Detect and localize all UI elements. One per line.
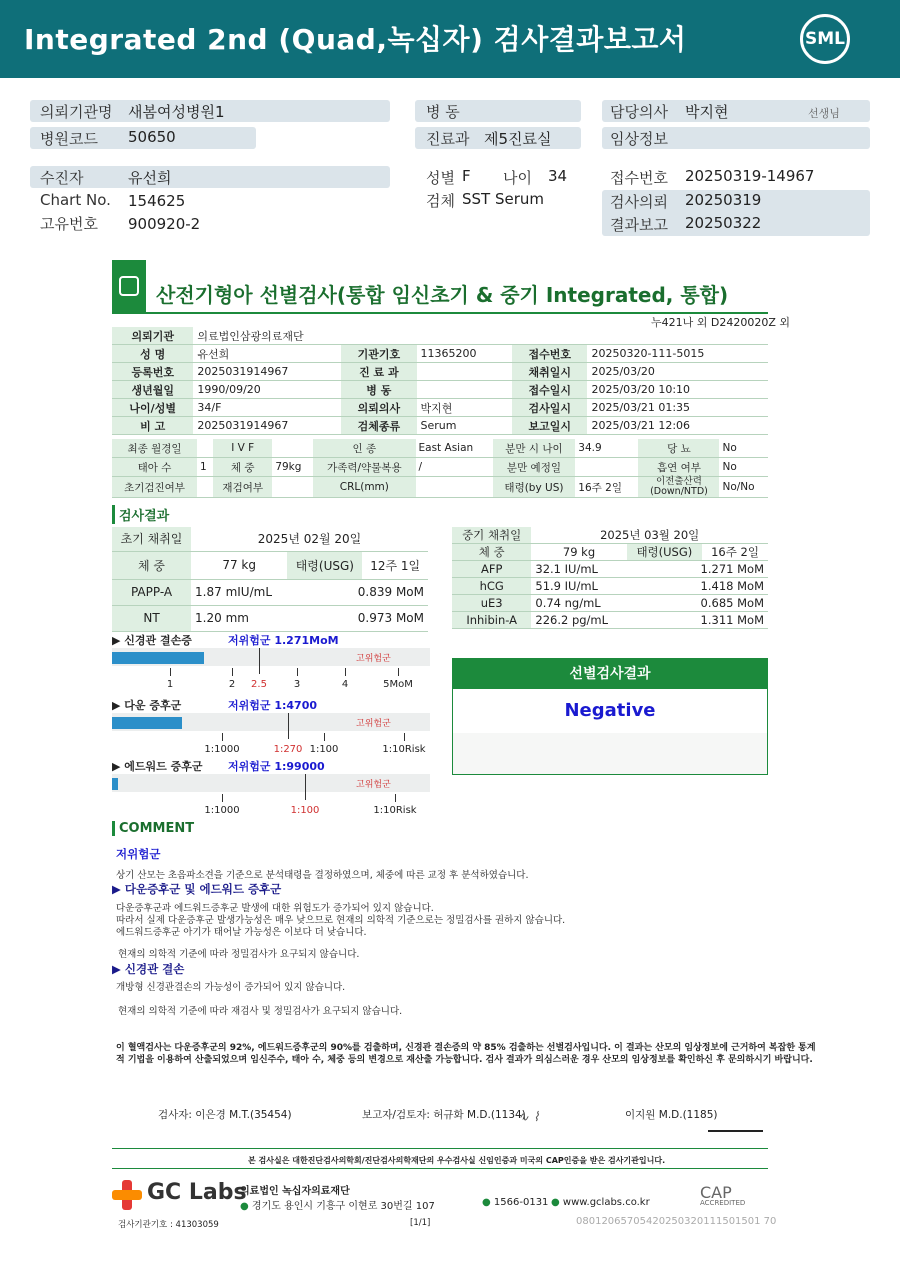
clinical-value bbox=[575, 458, 638, 477]
high-risk-label: 고위험군 bbox=[356, 654, 391, 664]
info-label: 접수번호 bbox=[512, 345, 587, 363]
risk-tick-label: 5MoM bbox=[383, 679, 413, 690]
second-item-row bbox=[452, 561, 768, 578]
clinical-value: East Asian bbox=[416, 439, 493, 458]
first-item-name: NT bbox=[112, 605, 191, 631]
report-heading: 산전기형아 선별검사(통합 임신초기 & 중기 Integrated, 통합) bbox=[156, 283, 729, 307]
second-date-label: 중기 채취일 bbox=[452, 527, 531, 544]
clinical-label: 이전출산력 (Down/NTD) bbox=[638, 477, 719, 498]
info-value bbox=[417, 363, 513, 381]
risk-tick-label: 1:100 bbox=[290, 805, 320, 816]
screen-result-value: Negative bbox=[453, 689, 767, 733]
first-item-name: PAPP-A bbox=[112, 579, 191, 605]
risk-tick bbox=[398, 668, 399, 676]
risk-tick bbox=[404, 733, 405, 741]
clin-label: 임상정보 bbox=[610, 130, 668, 148]
risk-tick-label: 1:270 bbox=[273, 744, 303, 755]
info-value: 2025/03/21 12:06 bbox=[587, 417, 768, 435]
screen-result-title: 선별검사결과 bbox=[453, 659, 767, 689]
second-item-row bbox=[452, 578, 768, 595]
risk-label: ▶ 신경관 결손증 bbox=[112, 634, 192, 647]
gc-logo: GC Labs bbox=[147, 1180, 247, 1205]
clinical-value: 34.9 bbox=[575, 439, 638, 458]
clinical-label: 태아 수 bbox=[112, 458, 197, 477]
patient-label: 수진자 bbox=[40, 169, 84, 187]
req-value: 20250319 bbox=[685, 191, 762, 209]
info-label: 비 고 bbox=[112, 417, 193, 435]
info-label: 나이/성별 bbox=[112, 399, 193, 417]
ref-code: 누421나 외 D2420020Z 외 bbox=[651, 316, 790, 329]
info-label: 성 명 bbox=[112, 345, 193, 363]
info-label: 채취일시 bbox=[512, 363, 587, 381]
comment-subhead-ntd: ▶ 신경관 결손 bbox=[112, 962, 185, 976]
risk-value: 저위험군 1:4700 bbox=[228, 699, 318, 712]
doctor-signature-mark bbox=[708, 1108, 763, 1132]
patient-info-table bbox=[112, 327, 768, 435]
recv-label: 접수번호 bbox=[610, 169, 668, 187]
clinical-label: 당 뇨 bbox=[638, 439, 719, 458]
footer-rule bbox=[112, 1168, 768, 1169]
clinical-value: No bbox=[719, 439, 768, 458]
second-item-value: 51.9 IU/mL bbox=[531, 578, 626, 595]
info-value: Serum bbox=[417, 417, 513, 435]
recv-value: 20250319-14967 bbox=[685, 167, 815, 185]
risk-bar bbox=[112, 648, 430, 666]
second-item-mom: 1.418 MoM bbox=[627, 578, 768, 595]
second-ga-label: 태령(USG) bbox=[627, 544, 702, 561]
risk-tick-label: 1:1000 bbox=[204, 744, 240, 755]
risk-tick bbox=[232, 668, 233, 676]
sex-value: F bbox=[462, 167, 471, 185]
gc-cross-icon bbox=[112, 1180, 142, 1210]
info-value: 2025031914967 bbox=[193, 417, 341, 435]
risk-bar-fill bbox=[112, 778, 118, 790]
info-value: 박지현 bbox=[417, 399, 513, 417]
second-item-row bbox=[452, 595, 768, 612]
org-label: 의뢰기관명 bbox=[40, 103, 113, 121]
clinical-value: 1 bbox=[197, 458, 213, 477]
first-date-label: 초기 채취일 bbox=[112, 527, 191, 551]
second-item-name: Inhibin-A bbox=[452, 612, 531, 629]
sml-logo: SML bbox=[800, 14, 850, 64]
barcode-number: 08012065705420250320111501501 70 bbox=[576, 1216, 777, 1227]
risk-label: ▶ 에드워드 증후군 bbox=[112, 760, 203, 773]
rep-label: 결과보고 bbox=[610, 216, 668, 234]
clinical-row bbox=[112, 458, 768, 477]
screen-result-box bbox=[452, 658, 768, 775]
phone-icon: ● bbox=[482, 1197, 494, 1208]
spec-label: 검체 bbox=[426, 192, 455, 210]
comment-subhead-down: ▶ 다운증후군 및 에드워드 증후군 bbox=[112, 882, 282, 896]
patient-value: 유선희 bbox=[128, 169, 172, 187]
high-risk-label: 고위험군 bbox=[356, 719, 391, 729]
heading-rule bbox=[112, 312, 768, 314]
gc-address bbox=[240, 1197, 435, 1212]
risk-bar-fill bbox=[112, 717, 182, 729]
info-value: 의료법인삼광의료재단 bbox=[193, 327, 768, 345]
dept-value: 제5진료실 bbox=[484, 130, 552, 148]
comment-line: 개방형 신경관결손의 가능성이 증가되어 있지 않습니다. bbox=[116, 982, 346, 993]
info-label: 생년월일 bbox=[112, 381, 193, 399]
risk-tick-label: 2 bbox=[228, 679, 236, 690]
first-date: 2025년 02월 20일 bbox=[191, 527, 428, 551]
clinical-label: 체 중 bbox=[213, 458, 272, 477]
clinical-value bbox=[197, 439, 213, 458]
info-label: 검사일시 bbox=[512, 399, 587, 417]
gc-web bbox=[551, 1197, 650, 1208]
cap-sub: ACCREDITED bbox=[700, 1199, 746, 1207]
info-label: 의뢰기관 bbox=[112, 327, 193, 345]
ward-label: 병 동 bbox=[426, 103, 460, 121]
clinical-value bbox=[272, 439, 313, 458]
risk-tick-label: 3 bbox=[293, 679, 301, 690]
chart-label: Chart No. bbox=[40, 191, 111, 209]
risk-tick-label: 2.5 bbox=[251, 679, 267, 690]
reviewer-signature-mark: ∿ ⌇ bbox=[518, 1110, 540, 1125]
risk-tick bbox=[259, 648, 260, 674]
risk-tick bbox=[222, 794, 223, 802]
first-ga-label: 태령(USG) bbox=[287, 551, 362, 579]
clinical-value bbox=[197, 477, 213, 498]
info-label: 검체종류 bbox=[341, 417, 416, 435]
doctor-label: 담당의사 bbox=[610, 103, 668, 121]
first-item-mom: 0.973 MoM bbox=[287, 605, 428, 631]
second-item-mom: 0.685 MoM bbox=[627, 595, 768, 612]
org-value: 새봄여성병원1 bbox=[128, 103, 225, 121]
clinical-label: 흡연 여부 bbox=[638, 458, 719, 477]
info-value: 1990/09/20 bbox=[193, 381, 341, 399]
info-value bbox=[417, 381, 513, 399]
second-ga: 16주 2일 bbox=[702, 544, 768, 561]
info-table-row bbox=[112, 381, 768, 399]
second-trimester-table bbox=[452, 527, 768, 629]
risk-bar-fill bbox=[112, 652, 204, 664]
second-item-row bbox=[452, 612, 768, 629]
info-table-row bbox=[112, 345, 768, 363]
risk-bar bbox=[112, 713, 430, 731]
signature-tech: 검사자: 이은경 M.T.(35454) bbox=[158, 1109, 292, 1121]
clinical-label: 초기검진여부 bbox=[112, 477, 197, 498]
code-value: 50650 bbox=[128, 128, 176, 146]
cap-logo: CAP bbox=[700, 1183, 732, 1202]
clinical-value: No bbox=[719, 458, 768, 477]
clinical-info-table bbox=[112, 439, 768, 498]
second-weight: 79 kg bbox=[531, 544, 626, 561]
first-item-value: 1.20 mm bbox=[191, 605, 287, 631]
comment-line: 에드워드증후군 아기가 태어날 가능성은 이보다 더 낮습니다. bbox=[116, 927, 367, 938]
second-item-mom: 1.271 MoM bbox=[627, 561, 768, 578]
risk-tick bbox=[222, 733, 223, 741]
code-label: 병원코드 bbox=[40, 130, 98, 148]
info-label: 의뢰의사 bbox=[341, 399, 416, 417]
risk-tick-label: 4 bbox=[341, 679, 349, 690]
patient-row bbox=[30, 166, 390, 188]
info-table-row bbox=[112, 327, 768, 345]
spec-value: SST Serum bbox=[462, 190, 545, 208]
age-value: 34 bbox=[548, 167, 568, 185]
first-item-row bbox=[112, 579, 428, 605]
first-weight: 77 kg bbox=[191, 551, 287, 579]
info-value: 2025/03/21 01:35 bbox=[587, 399, 768, 417]
first-item-row bbox=[112, 605, 428, 631]
footer-rule bbox=[112, 1148, 768, 1149]
risk-tick bbox=[288, 713, 289, 739]
first-weight-label: 체 중 bbox=[112, 551, 191, 579]
clinical-label: 분만 예정일 bbox=[493, 458, 576, 477]
clinical-row bbox=[112, 477, 768, 498]
second-item-name: uE3 bbox=[452, 595, 531, 612]
uid-label: 고유번호 bbox=[40, 215, 98, 233]
info-table-row bbox=[112, 399, 768, 417]
info-value: 2025031914967 bbox=[193, 363, 341, 381]
second-item-value: 0.74 ng/mL bbox=[531, 595, 626, 612]
second-item-name: AFP bbox=[452, 561, 531, 578]
info-label: 진 료 과 bbox=[341, 363, 416, 381]
risk-tick-label: 1:10Risk bbox=[373, 805, 417, 816]
info-value: 유선희 bbox=[193, 345, 341, 363]
info-value: 20250320-111-5015 bbox=[587, 345, 768, 363]
report-title: Integrated 2nd (Quad,녹십자) 검사결과보고서 bbox=[24, 23, 687, 56]
risk-tick bbox=[297, 668, 298, 676]
clinical-label: I V F bbox=[213, 439, 272, 458]
pin-icon: ● bbox=[240, 1201, 252, 1212]
gc-phone bbox=[482, 1197, 548, 1208]
second-date: 2025년 03월 20일 bbox=[531, 527, 768, 544]
first-trimester-table bbox=[112, 527, 428, 632]
dept-label: 진료과 bbox=[426, 130, 470, 148]
gc-address-text: 경기도 용인시 기흥구 이현로 30번길 107 bbox=[251, 1201, 435, 1212]
signature-doctor: 이지원 M.D.(1185) bbox=[625, 1109, 718, 1121]
first-item-mom: 0.839 MoM bbox=[287, 579, 428, 605]
comment-line: 현재의 의학적 기준에 따라 정밀검사가 요구되지 않습니다. bbox=[118, 949, 360, 960]
clinical-label: 태령(by US) bbox=[493, 477, 576, 498]
second-item-value: 32.1 IU/mL bbox=[531, 561, 626, 578]
second-weight-row bbox=[452, 544, 768, 561]
info-label: 보고일시 bbox=[512, 417, 587, 435]
first-date-row bbox=[112, 527, 428, 551]
comment-head: 저위험군 bbox=[116, 847, 161, 861]
risk-tick-label: 1:1000 bbox=[204, 805, 240, 816]
risk-value: 저위험군 1:99000 bbox=[228, 760, 325, 773]
report-icon bbox=[112, 260, 146, 312]
clinical-label: CRL(mm) bbox=[313, 477, 415, 498]
cert-note: 본 검사실은 대한진단검사의학회/진단검사의학재단의 우수검사실 신임인증과 미국의 CAP인증을 받은 검사기관입니다. bbox=[248, 1156, 666, 1165]
clinical-value: 79kg bbox=[272, 458, 313, 477]
clinical-value bbox=[272, 477, 313, 498]
req-label: 검사의뢰 bbox=[610, 193, 668, 211]
info-table-row bbox=[112, 417, 768, 435]
doctor-value: 박지현 bbox=[685, 103, 729, 121]
rep-value: 20250322 bbox=[685, 214, 762, 232]
clinical-value bbox=[416, 477, 493, 498]
gc-web-text: www.gclabs.co.kr bbox=[562, 1197, 650, 1208]
age-label: 나이 bbox=[503, 169, 532, 187]
first-weight-row bbox=[112, 551, 428, 579]
chart-value: 154625 bbox=[128, 192, 186, 210]
clinical-label: 재검여부 bbox=[213, 477, 272, 498]
high-risk-label: 고위험군 bbox=[356, 780, 391, 790]
risk-tick-label: 1 bbox=[166, 679, 174, 690]
clinical-label: 최종 월경일 bbox=[112, 439, 197, 458]
comment-line: 상기 산모는 초음파소견을 기준으로 분석태령을 결정하였으며, 체중에 따른 교정 후 분석하였습니다. bbox=[116, 870, 529, 881]
sex-label: 성별 bbox=[426, 169, 455, 187]
info-value: 2025/03/20 10:10 bbox=[587, 381, 768, 399]
info-label: 기관기호 bbox=[341, 345, 416, 363]
info-value: 2025/03/20 bbox=[587, 363, 768, 381]
gc-code: 검사기관기호 : 41303059 bbox=[118, 1220, 219, 1230]
risk-tick bbox=[305, 774, 306, 800]
clinical-value: / bbox=[416, 458, 493, 477]
note-line: 적 기법을 이용하여 산출되었으며 임신주수, 태아 수, 체중 등의 변경으로 재산출 가능합니다. 검사 결과가 의심스러운 경우 산모의 임상정보를 확인하신 후 문의하시기 바랍니다. bbox=[116, 1055, 813, 1065]
clinical-label: 분만 시 나이 bbox=[493, 439, 576, 458]
risk-label: ▶ 다운 증후군 bbox=[112, 699, 182, 712]
risk-tick bbox=[324, 733, 325, 741]
uid-value: 900920-2 bbox=[128, 215, 201, 233]
risk-tick-label: 1:100 bbox=[309, 744, 339, 755]
info-label: 병 동 bbox=[341, 381, 416, 399]
info-label: 접수일시 bbox=[512, 381, 587, 399]
comment-line: 따라서 실제 다운증후군 발생가능성은 매우 낮으므로 현재의 의학적 기준으로는 정밀검사를 권하지 않습니다. bbox=[116, 915, 566, 926]
clinical-row bbox=[112, 439, 768, 458]
page-number: [1/1] bbox=[410, 1218, 431, 1228]
cross-icon bbox=[119, 276, 139, 296]
gc-name: 의료법인 녹십자의료재단 bbox=[240, 1186, 350, 1197]
risk-value: 저위험군 1.271MoM bbox=[228, 634, 339, 647]
first-ga: 12주 1일 bbox=[362, 551, 428, 579]
risk-bar bbox=[112, 774, 430, 792]
result-section-title: 검사결과 bbox=[112, 505, 169, 524]
info-value: 34/F bbox=[193, 399, 341, 417]
risk-tick bbox=[170, 668, 171, 676]
risk-tick-label: 1:10Risk bbox=[382, 744, 426, 755]
second-date-row bbox=[452, 527, 768, 544]
home-icon: ● bbox=[551, 1197, 563, 1208]
clinical-label: 가족력/약물복용 bbox=[313, 458, 415, 477]
clinical-value: 16주 2일 bbox=[575, 477, 638, 498]
comment-line: 다운증후군과 에드워드증후군 발생에 대한 위험도가 증가되어 있지 않습니다. bbox=[116, 903, 434, 914]
header-bar bbox=[0, 0, 900, 78]
gc-phone-text: 1566-0131 bbox=[493, 1197, 549, 1208]
first-item-value: 1.87 mIU/mL bbox=[191, 579, 287, 605]
risk-tick bbox=[345, 668, 346, 676]
note-line: 이 혈액검사는 다운증후군의 92%, 에드워드증후군의 90%를 검출하며, 신경관 결손증의 약 85% 검출하는 선별검사입니다. 이 결과는 산모의 임상정보에 근거하여 복잡한 통계 bbox=[116, 1043, 816, 1053]
comment-line: 현재의 의학적 기준에 따라 재검사 및 정밀검사가 요구되지 않습니다. bbox=[118, 1006, 403, 1017]
second-item-mom: 1.311 MoM bbox=[627, 612, 768, 629]
second-weight-label: 체 중 bbox=[452, 544, 531, 561]
second-item-name: hCG bbox=[452, 578, 531, 595]
risk-tick bbox=[395, 794, 396, 802]
clinical-value: No/No bbox=[719, 477, 768, 498]
info-value: 11365200 bbox=[417, 345, 513, 363]
info-table-row bbox=[112, 363, 768, 381]
doctor-suffix: 선생님 bbox=[808, 107, 840, 120]
comment-title: COMMENT bbox=[112, 821, 194, 836]
signature-reviewer: 보고자/검토자: 허규화 M.D.(1134) bbox=[362, 1109, 526, 1121]
info-label: 등록번호 bbox=[112, 363, 193, 381]
second-item-value: 226.2 pg/mL bbox=[531, 612, 626, 629]
clinical-label: 인 종 bbox=[313, 439, 415, 458]
